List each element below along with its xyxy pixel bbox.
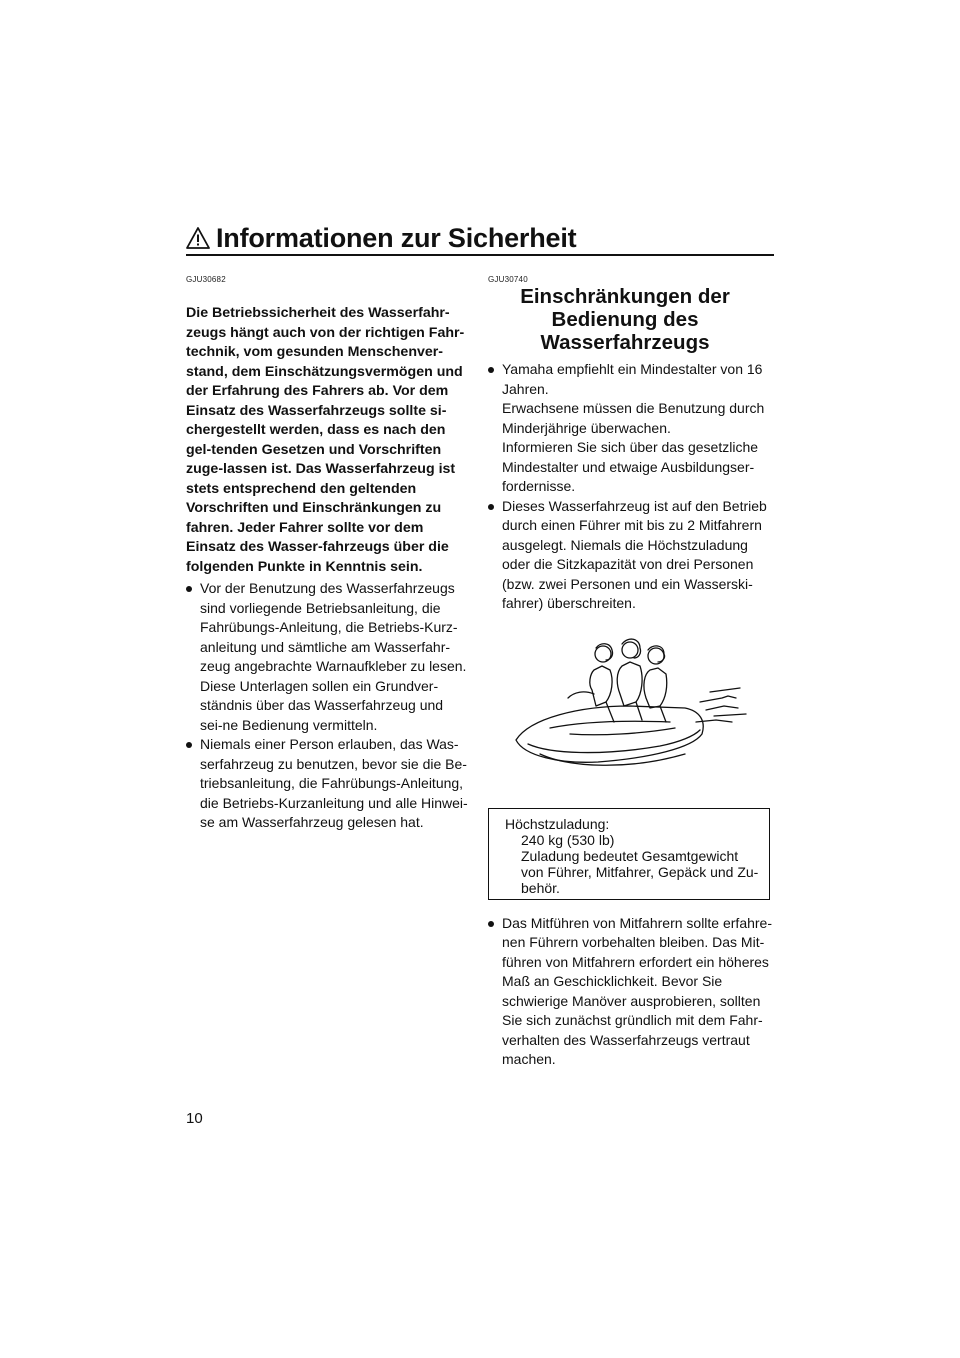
bullet-text: Vor der Benutzung des Wasserfahrzeugs sind vorliegende Betriebsanleitung, die Fahrübungs-Anleitung, die Betriebs-Kurz-anleitung und sämtliche am Wasserfahr-zeug angebrachte Warnaufkleber zu lesen. Diese Unterlagen sollen ein Grundver-ständnis über das Wasserfahrzeug und sei-ne Bedienung vermitteln. <box>200 580 467 733</box>
page-title: Informationen zur Sicherheit <box>216 222 577 253</box>
header-rule <box>186 254 774 256</box>
page-header <box>186 222 774 254</box>
list-item <box>488 497 774 614</box>
right-bullet-list-bottom <box>488 914 774 1070</box>
spec-label: Höchstzuladung: <box>505 815 610 832</box>
warning-triangle-icon <box>186 226 210 250</box>
title-row <box>186 222 774 254</box>
right-bullet-list-top <box>488 360 774 614</box>
watercraft-three-riders-illustration <box>510 636 750 776</box>
bullet-text: Yamaha empfiehlt ein Mindestalter von 16 Jahren. <box>502 361 763 397</box>
left-column <box>186 275 468 833</box>
spec-value: 240 kg (530 lb) <box>521 831 615 848</box>
section-code: GJU30740 <box>488 275 528 284</box>
bullet-text: Erwachsene müssen die Benutzung durch Minderjährige überwachen. <box>502 400 765 436</box>
bullet-text: Dieses Wasserfahrzeug ist auf den Betrieb durch einen Führer mit bis zu 2 Mitfahrern ausgelegt. Niemals die Höchstzuladung oder die Sitzkapazität von drei Personen (bzw. zwei Personen und ein Wasserski-fahrer) überschreiten. <box>502 497 767 611</box>
list-item <box>186 735 468 833</box>
section-heading: Einschränkungen der Bedienung des Wasserfahrzeugs <box>520 285 730 354</box>
section-code: GJU30682 <box>186 275 226 284</box>
bullet-text: Das Mitführen von Mitfahrern sollte erfahre-nen Führern vorbehalten bleiben. Das Mit-führen von Mitfahrern erfordert ein höheres Maß an Geschicklichkeit. Bevor Sie schwierige Manöver ausprobieren, sollten Sie sich zunächst gründlich mit dem Fahr-verhalten des Wasserfahrzeugs vertraut machen. <box>502 914 772 1067</box>
page-number: 10 <box>186 1110 203 1127</box>
intro-paragraph: Die Betriebssicherheit des Wasserfahr-zeugs hängt auch von der richtigen Fahr-technik, vom gesunden Menschenver-stand, dem Einschätzungsvermögen und der Erfahrung des Fahrers ab. Vor dem Einsatz des Wasserfahrzeugs sollte si-chergestellt werden, dass es nach den gel-tenden Gesetzen und Vorschriften zuge-lassen ist. Das Wasserfahrzeug ist stets entsprechend den geltenden Vorschriften und Einschränkungen zu fahren. Jeder Fahrer sollte vor dem Einsatz des Wasser-fahrzeugs über die folgenden Punkte in Kenntnis sein. <box>186 305 465 575</box>
list-item <box>488 360 774 497</box>
bullet-text: Niemals einer Person erlauben, das Was-serfahrzeug zu benutzen, bevor sie die Be-triebsanleitung, die Fahrübungs-Anleitung, die Betriebs-Kurzanleitung und alle Hinwei-se am Wasserfahrzeug gelesen hat. <box>200 736 468 830</box>
left-bullet-list <box>186 579 468 833</box>
bullet-text: Informieren Sie sich über das gesetzliche Mindestalter und etwaige Ausbildungser-fordernisse. <box>502 439 759 494</box>
right-column <box>488 275 774 1070</box>
spec-note: Zuladung bedeutet Gesamtgewicht von Führer, Mitfahrer, Gepäck und Zu-behör. <box>521 847 759 896</box>
list-item <box>186 579 468 735</box>
list-item <box>488 914 774 1070</box>
max-load-spec-box <box>488 808 770 900</box>
